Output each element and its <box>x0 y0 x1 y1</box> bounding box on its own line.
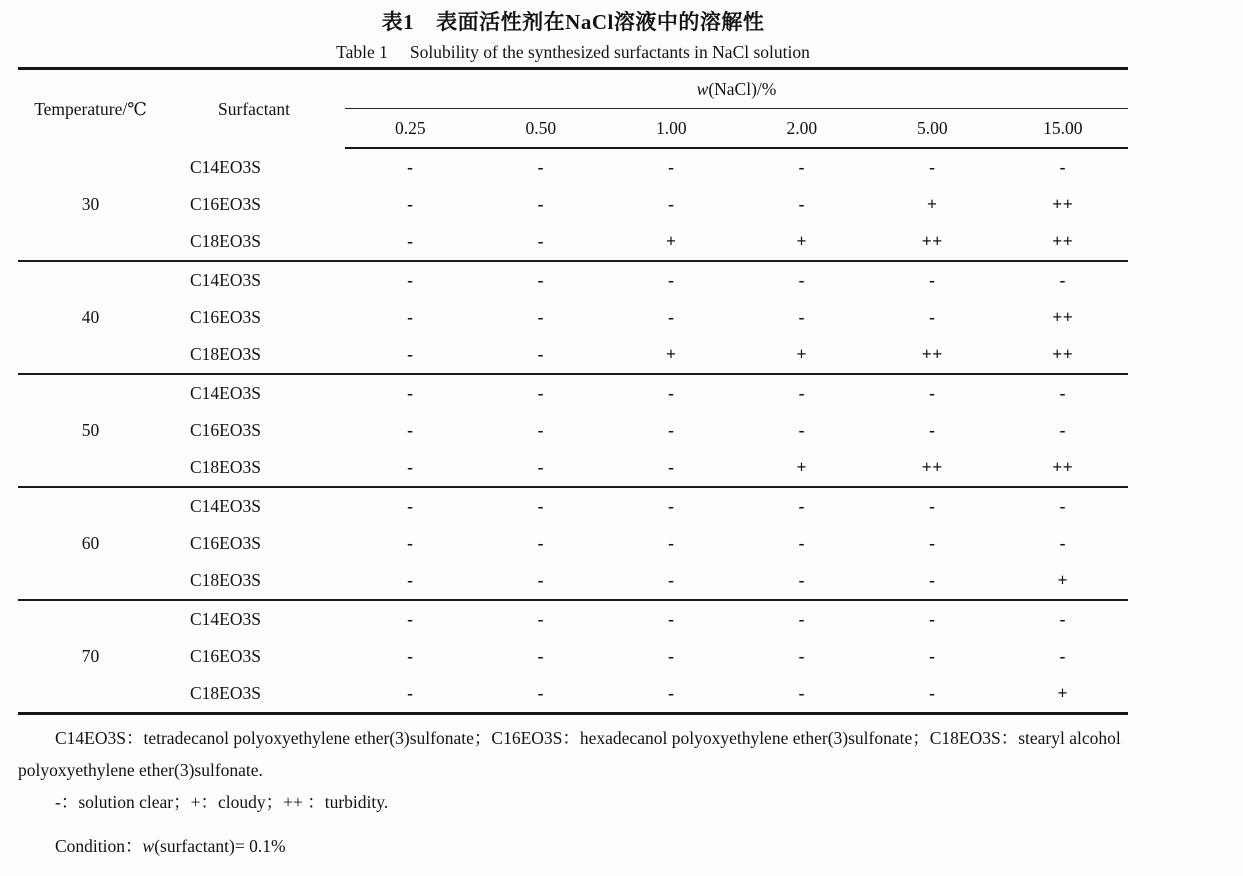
table-row <box>18 675 1128 714</box>
solubility-cell: - <box>407 307 414 327</box>
solubility-cell: - <box>998 487 1129 525</box>
solubility-cell: - <box>476 374 607 412</box>
surfactant-cell: C16EO3S <box>190 307 261 327</box>
solubility-cell: ++ <box>1052 231 1074 251</box>
table-row <box>18 449 1128 487</box>
solubility-cell: - <box>929 533 936 553</box>
solubility-cell: - <box>668 157 675 177</box>
solubility-cell: ++ <box>1052 457 1074 477</box>
solubility-cell: - <box>798 157 805 177</box>
surfactant-cell: C16EO3S <box>190 533 261 553</box>
solubility-cell: - <box>798 194 805 214</box>
solubility-cell: - <box>1059 533 1066 553</box>
table-row <box>18 148 1128 186</box>
solubility-cell: - <box>798 646 805 666</box>
solubility-cell: - <box>606 487 737 525</box>
solubility-cell: + <box>796 344 807 364</box>
surfactant-cell: C18EO3S <box>190 231 261 251</box>
table-row <box>18 412 1128 449</box>
solubility-cell: - <box>537 157 544 177</box>
solubility-cell: + <box>927 194 938 214</box>
table-row <box>18 525 1128 562</box>
solubility-cell: + <box>666 231 677 251</box>
surfactant-cell: C18EO3S <box>190 683 261 703</box>
solubility-cell: - <box>407 157 414 177</box>
solubility-cell: ++ <box>1052 307 1074 327</box>
surfactant-column-header: Surfactant <box>218 98 290 119</box>
solubility-cell: - <box>668 646 675 666</box>
temperature-cell: 60 <box>18 487 163 600</box>
solubility-cell: - <box>407 570 414 590</box>
solubility-cell: + <box>796 231 807 251</box>
solubility-cell: - <box>345 261 476 299</box>
table-row <box>18 562 1128 600</box>
solubility-cell: - <box>798 307 805 327</box>
solubility-cell: - <box>668 420 675 440</box>
solubility-cell: - <box>998 374 1129 412</box>
solubility-cell: - <box>998 600 1129 638</box>
w-symbol: w <box>142 835 155 856</box>
solubility-cell: - <box>537 344 544 364</box>
surfactant-cell: C18EO3S <box>190 570 261 590</box>
footnote-condition <box>18 833 1128 859</box>
solubility-cell: - <box>537 533 544 553</box>
table-title-chinese <box>18 8 1128 36</box>
table-row <box>18 186 1128 223</box>
solubility-cell: - <box>668 457 675 477</box>
solubility-cell: + <box>666 344 677 364</box>
table-block <box>18 0 1128 876</box>
solubility-cell: - <box>345 600 476 638</box>
solubility-cell: - <box>476 487 607 525</box>
concentration-header: 15.00 <box>998 109 1129 149</box>
table-body <box>18 148 1128 714</box>
solubility-cell: - <box>407 533 414 553</box>
concentration-header: 2.00 <box>737 109 868 149</box>
table-row <box>18 638 1128 675</box>
solubility-cell: - <box>345 487 476 525</box>
surfactant-cell: C14EO3S <box>163 261 345 299</box>
table-caption-english: Solubility of the synthesized surfactants in NaCl solution <box>409 42 810 62</box>
solubility-cell: - <box>1059 157 1066 177</box>
solubility-cell: - <box>668 570 675 590</box>
solubility-cell: - <box>929 683 936 703</box>
footnote-abbreviations: C14EO3S：tetradecanol polyoxyethylene ether(3)sulfonate；C16EO3S：hexadecanol polyoxyethylene ether(3)sulfonate；C18EO3S：stearyl alcohol polyoxyethylene ether(3)sulfonate. <box>18 728 1121 780</box>
surfactant-cell: C14EO3S <box>163 487 345 525</box>
solubility-cell: - <box>407 231 414 251</box>
condition-label: Condition： <box>55 835 143 856</box>
solubility-cell: - <box>867 487 998 525</box>
solubility-cell: - <box>668 683 675 703</box>
solubility-cell: - <box>867 374 998 412</box>
solubility-cell: ++ <box>1052 194 1074 214</box>
surfactant-cell: C16EO3S <box>190 646 261 666</box>
surfactant-cell: C18EO3S <box>190 344 261 364</box>
solubility-cell: - <box>606 600 737 638</box>
nacl-concentration-spanner-header <box>345 69 1128 109</box>
table-row <box>18 299 1128 336</box>
solubility-cell: - <box>537 646 544 666</box>
solubility-cell: ++ <box>921 457 943 477</box>
footnote-symbol-legend: -：solution clear；+：cloudy；++ ：turbidity. <box>55 792 389 812</box>
surfactant-cell: C16EO3S <box>190 420 261 440</box>
table-header <box>18 69 1128 149</box>
solubility-cell: - <box>929 307 936 327</box>
solubility-cell: - <box>867 261 998 299</box>
surfactant-cell: C16EO3S <box>190 194 261 214</box>
solubility-cell: - <box>407 194 414 214</box>
solubility-cell: + <box>796 457 807 477</box>
solubility-cell: ++ <box>921 344 943 364</box>
solubility-cell: - <box>1059 646 1066 666</box>
table-number-english: Table 1 <box>336 42 388 62</box>
solubility-cell: - <box>606 374 737 412</box>
solubility-cell: - <box>476 261 607 299</box>
solubility-cell: - <box>407 344 414 364</box>
solubility-cell: - <box>537 231 544 251</box>
solubility-cell: - <box>537 570 544 590</box>
table-row <box>18 261 1128 299</box>
concentration-header: 1.00 <box>606 109 737 149</box>
solubility-cell: - <box>737 261 868 299</box>
temperature-cell: 70 <box>18 600 163 714</box>
solubility-cell: - <box>537 457 544 477</box>
surfactant-cell: C14EO3S <box>163 600 345 638</box>
surfactant-cell: C14EO3S <box>190 156 261 177</box>
solubility-cell: - <box>998 261 1129 299</box>
solubility-cell: + <box>1057 570 1068 590</box>
solubility-cell: ++ <box>921 231 943 251</box>
solubility-cell: - <box>737 374 868 412</box>
temperature-cell: 30 <box>81 193 100 214</box>
solubility-cell: - <box>929 157 936 177</box>
solubility-cell: ++ <box>1052 344 1074 364</box>
table-row <box>18 600 1128 638</box>
solubility-cell: - <box>929 420 936 440</box>
condition-value: (surfactant)= 0.1% <box>154 835 286 856</box>
solubility-cell: - <box>407 646 414 666</box>
table-title-english <box>18 40 1128 64</box>
solubility-cell: - <box>929 646 936 666</box>
table-footnotes <box>18 722 1128 859</box>
solubility-cell: - <box>537 420 544 440</box>
table-row <box>18 374 1128 412</box>
table-row <box>18 336 1128 374</box>
nacl-unit-label: (NaCl)/% <box>708 78 777 99</box>
solubility-cell: - <box>668 194 675 214</box>
solubility-cell: - <box>476 600 607 638</box>
table-caption-chinese: 表面活性剂在NaCl溶液中的溶解性 <box>436 10 765 34</box>
solubility-cell: - <box>798 683 805 703</box>
header-row-top <box>18 69 1128 109</box>
solubility-cell: - <box>345 374 476 412</box>
solubility-cell: - <box>537 307 544 327</box>
solubility-cell: - <box>537 194 544 214</box>
concentration-header: 0.50 <box>476 109 607 149</box>
solubility-cell: - <box>867 600 998 638</box>
solubility-cell: - <box>737 487 868 525</box>
surfactant-cell: C14EO3S <box>163 374 345 412</box>
concentration-header: 0.25 <box>345 109 476 149</box>
solubility-cell: - <box>407 420 414 440</box>
solubility-cell: - <box>537 683 544 703</box>
table-number-chinese: 表1 <box>381 10 415 34</box>
solubility-table <box>18 67 1128 715</box>
solubility-cell: - <box>798 533 805 553</box>
solubility-cell: - <box>929 570 936 590</box>
table-row <box>18 487 1128 525</box>
w-symbol: w <box>696 78 709 99</box>
solubility-cell: - <box>606 261 737 299</box>
table-row <box>18 223 1128 261</box>
temperature-cell: 40 <box>18 261 163 374</box>
concentration-header: 5.00 <box>867 109 998 149</box>
solubility-cell: - <box>737 600 868 638</box>
solubility-cell: - <box>798 420 805 440</box>
solubility-cell: - <box>798 570 805 590</box>
solubility-cell: - <box>407 683 414 703</box>
solubility-cell: - <box>668 307 675 327</box>
surfactant-cell: C18EO3S <box>190 457 261 477</box>
solubility-cell: - <box>668 533 675 553</box>
solubility-cell: - <box>1059 420 1066 440</box>
temperature-cell: 50 <box>18 374 163 487</box>
solubility-cell: + <box>1057 683 1068 703</box>
temperature-column-header: Temperature/℃ <box>34 98 147 119</box>
solubility-cell: - <box>407 457 414 477</box>
